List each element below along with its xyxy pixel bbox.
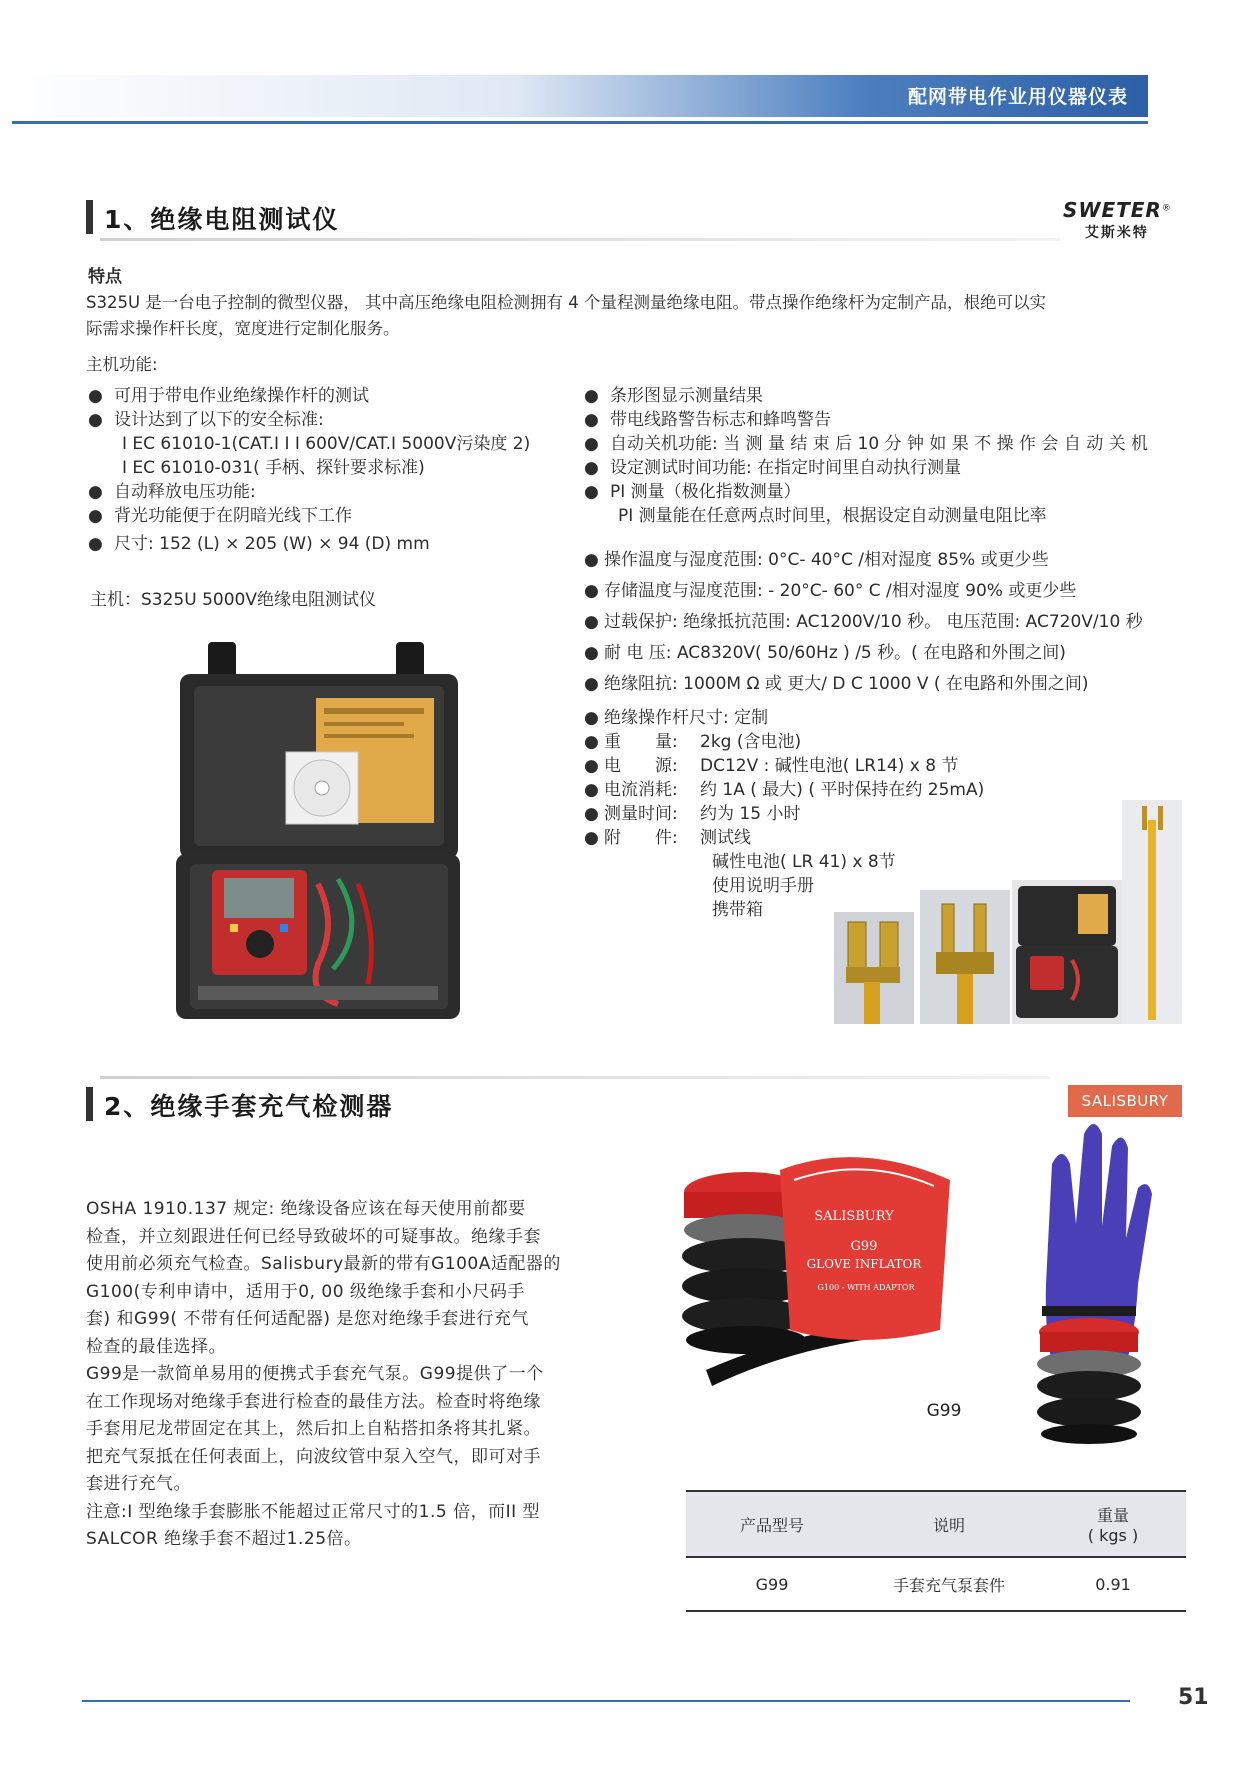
page-number: 51	[1178, 1685, 1209, 1710]
section1-rule	[100, 238, 1060, 241]
list-item: ● 自动关机功能: 当 测 量 结 束 后 10 分 钟 如 果 不 操 作 会 自 动 关 机	[584, 434, 1149, 454]
case-and-rod-photo	[1012, 880, 1122, 1024]
paragraph-line: 使用前必须充气检查。Salisbury最新的带有G100A适配器的	[86, 1254, 561, 1274]
section1-title: 1、绝缘电阻测试仪	[104, 205, 340, 234]
paragraph-line: 手套用尼龙带固定在其上，然后扣上自粘搭扣条将其扎紧。	[86, 1419, 541, 1439]
col-header-desc: 说明	[858, 1491, 1040, 1557]
g99-inflator-photo	[676, 1140, 996, 1421]
osha-paragraph	[86, 1196, 638, 1554]
table-header-row	[686, 1491, 1186, 1557]
section2-rule	[100, 1076, 1050, 1079]
paragraph-line: 注意:I 型绝缘手套膨胀不能超过正常尺寸的1.5 倍，而II 型	[86, 1501, 541, 1522]
paragraph-line: 检查的最佳选择。	[86, 1336, 226, 1357]
tester-case-photo	[168, 634, 468, 1024]
host-caption: 主机：S325U 5000V绝缘电阻测试仪	[90, 590, 376, 610]
list-item: ● 带电线路警告标志和蜂鸣警告	[584, 410, 831, 430]
section2-heading-bar	[86, 1087, 93, 1121]
spec-list	[584, 548, 1204, 922]
list-subitem: I EC 61010-1(CAT.I I I 600V/CAT.I 5000V污染度 2)	[122, 434, 531, 454]
features-heading: 特点	[88, 267, 122, 287]
list-item: ● 条形图显示测量结果	[584, 386, 763, 406]
paragraph-line: G100(专利申请中，适用于0, 00 级绝缘手套和小尺码手	[86, 1281, 525, 1302]
spec-item: ● 附 件: 测试线	[584, 828, 751, 848]
spec-item: ● 电流消耗: 约 1A ( 最大) ( 平时保持在约 25mA)	[584, 780, 985, 800]
g99-photo-label: G99	[926, 1401, 962, 1421]
list-item: ● 可用于带电作业绝缘操作杆的测试	[88, 386, 369, 406]
sweter-logo-cn: 艾斯米特	[1084, 225, 1149, 241]
paragraph-line: 在工作现场对绝缘手套进行检查的最佳方法。检查时将绝缘	[86, 1391, 541, 1412]
table-row	[686, 1557, 1186, 1611]
list-item: ● 设计达到了以下的安全标准:	[88, 410, 324, 430]
bag-adaptor-text: G100 - WITH ADAPTOR	[817, 1283, 915, 1292]
g99-spec-table	[686, 1490, 1186, 1612]
sweter-logo-text: SWETER	[1063, 198, 1162, 222]
main-functions-label: 主机功能:	[86, 355, 158, 374]
probe-photo-1	[834, 912, 914, 1024]
paragraph-line: 把充气泵抵在任何表面上，向波纹管中泵入空气，即可对手	[86, 1446, 541, 1467]
col-header-weight: 重量 ( kgs )	[1040, 1491, 1186, 1557]
cell-model: G99	[686, 1557, 858, 1611]
section1-heading-bar	[86, 200, 93, 234]
list-item: ● 背光功能便于在阴暗光线下工作	[88, 506, 352, 526]
intro-line-1: S325U 是一台电子控制的微型仪器， 其中高压绝缘电阻检测拥有 4 个量程测量绝缘电阻。带点操作绝缘杆为定制产品，根绝可以实	[86, 293, 1047, 312]
list-subitem: I EC 61010-031( 手柄、探针要求标准)	[122, 458, 425, 478]
footer-rule	[82, 1700, 1130, 1702]
accessory-item: 携带箱	[712, 900, 763, 920]
list-item: ● 尺寸: 152 (L) × 205 (W) × 94 (D) mm	[88, 534, 430, 554]
bag-product-text: GLOVE INFLATOR	[806, 1257, 922, 1271]
spec-item: ● 操作温度与湿度范围: 0°C- 40°C /相对湿度 85% 或更少些	[584, 550, 1049, 570]
insulating-rod-photo	[1122, 800, 1182, 1024]
paragraph-line: 套进行充气。	[86, 1474, 191, 1494]
accessory-item: 使用说明手册	[712, 876, 814, 896]
spec-item: ● 测量时间: 约为 15 小时	[584, 804, 801, 824]
left-feature-list	[88, 384, 588, 556]
spec-item: ● 耐 电 压: AC8320V( 50/60Hz ) /5 秒。( 在电路和外围之间)	[584, 643, 1066, 663]
spec-item: ● 绝缘操作杆尺寸: 定制	[584, 708, 769, 728]
list-item: ● PI 测量（极化指数测量）	[584, 482, 801, 502]
paragraph-line: SALCOR 绝缘手套不超过1.25倍。	[86, 1529, 362, 1549]
sweter-logo: SWETER® 艾斯米特	[1063, 198, 1171, 241]
spec-item: ● 存储温度与湿度范围: - 20°C- 60° C /相对湿度 90% 或更少些	[584, 581, 1077, 601]
accessory-item: 碱性电池( LR 41) x 8节	[712, 852, 896, 872]
spec-item: ● 重 量: 2kg (含电池)	[584, 732, 802, 752]
paragraph-line: 套) 和G99( 不带有任何适配器) 是您对绝缘手套进行充气	[86, 1309, 529, 1329]
list-subitem: PI 测量能在任意两点时间里，根据设定自动测量电阻比率	[618, 506, 1047, 526]
glove-on-inflator-photo	[1014, 1124, 1164, 1444]
probe-photo-2	[920, 890, 1010, 1024]
header-title: 配网带电作业用仪器仪表	[907, 86, 1128, 108]
intro-line-2: 际需求操作杆长度，宽度进行定制化服务。	[86, 319, 400, 338]
paragraph-line: G99是一款简单易用的便携式手套充气泵。G99提供了一个	[86, 1364, 544, 1384]
list-item: ● 设定测试时间功能: 在指定时间里自动执行测量	[584, 458, 962, 478]
section2-title: 2、绝缘手套充气检测器	[104, 1092, 394, 1121]
paragraph-line: OSHA 1910.137 规定: 绝缘设备应该在每天使用前都要	[86, 1199, 526, 1219]
bag-brand-text: SALISBURY	[814, 1209, 894, 1224]
spec-item: ● 过载保护: 绝缘抵抗范围: AC1200V/10 秒。 电压范围: AC720V/10 秒	[584, 612, 1143, 632]
cell-weight: 0.91	[1040, 1557, 1186, 1611]
paragraph-line: 检查，并立刻跟进任何已经导致破坏的可疑事故。绝缘手套	[86, 1226, 541, 1247]
spec-item: ● 绝缘阻抗: 1000M Ω 或 更大/ D C 1000 V ( 在电路和外围之间)	[584, 674, 1089, 694]
col-header-model: 产品型号	[686, 1491, 858, 1557]
cell-desc: 手套充气泵套件	[858, 1557, 1040, 1611]
spec-item: ● 电 源: DC12V : 碱性电池( LR14) x 8 节	[584, 756, 959, 776]
salisbury-brand-badge: SALISBURY	[1068, 1085, 1182, 1117]
bag-model-text: G99	[850, 1239, 878, 1254]
right-feature-list	[584, 384, 1204, 528]
list-item: ● 自动释放电压功能:	[88, 482, 256, 502]
header-rule	[12, 121, 1148, 124]
